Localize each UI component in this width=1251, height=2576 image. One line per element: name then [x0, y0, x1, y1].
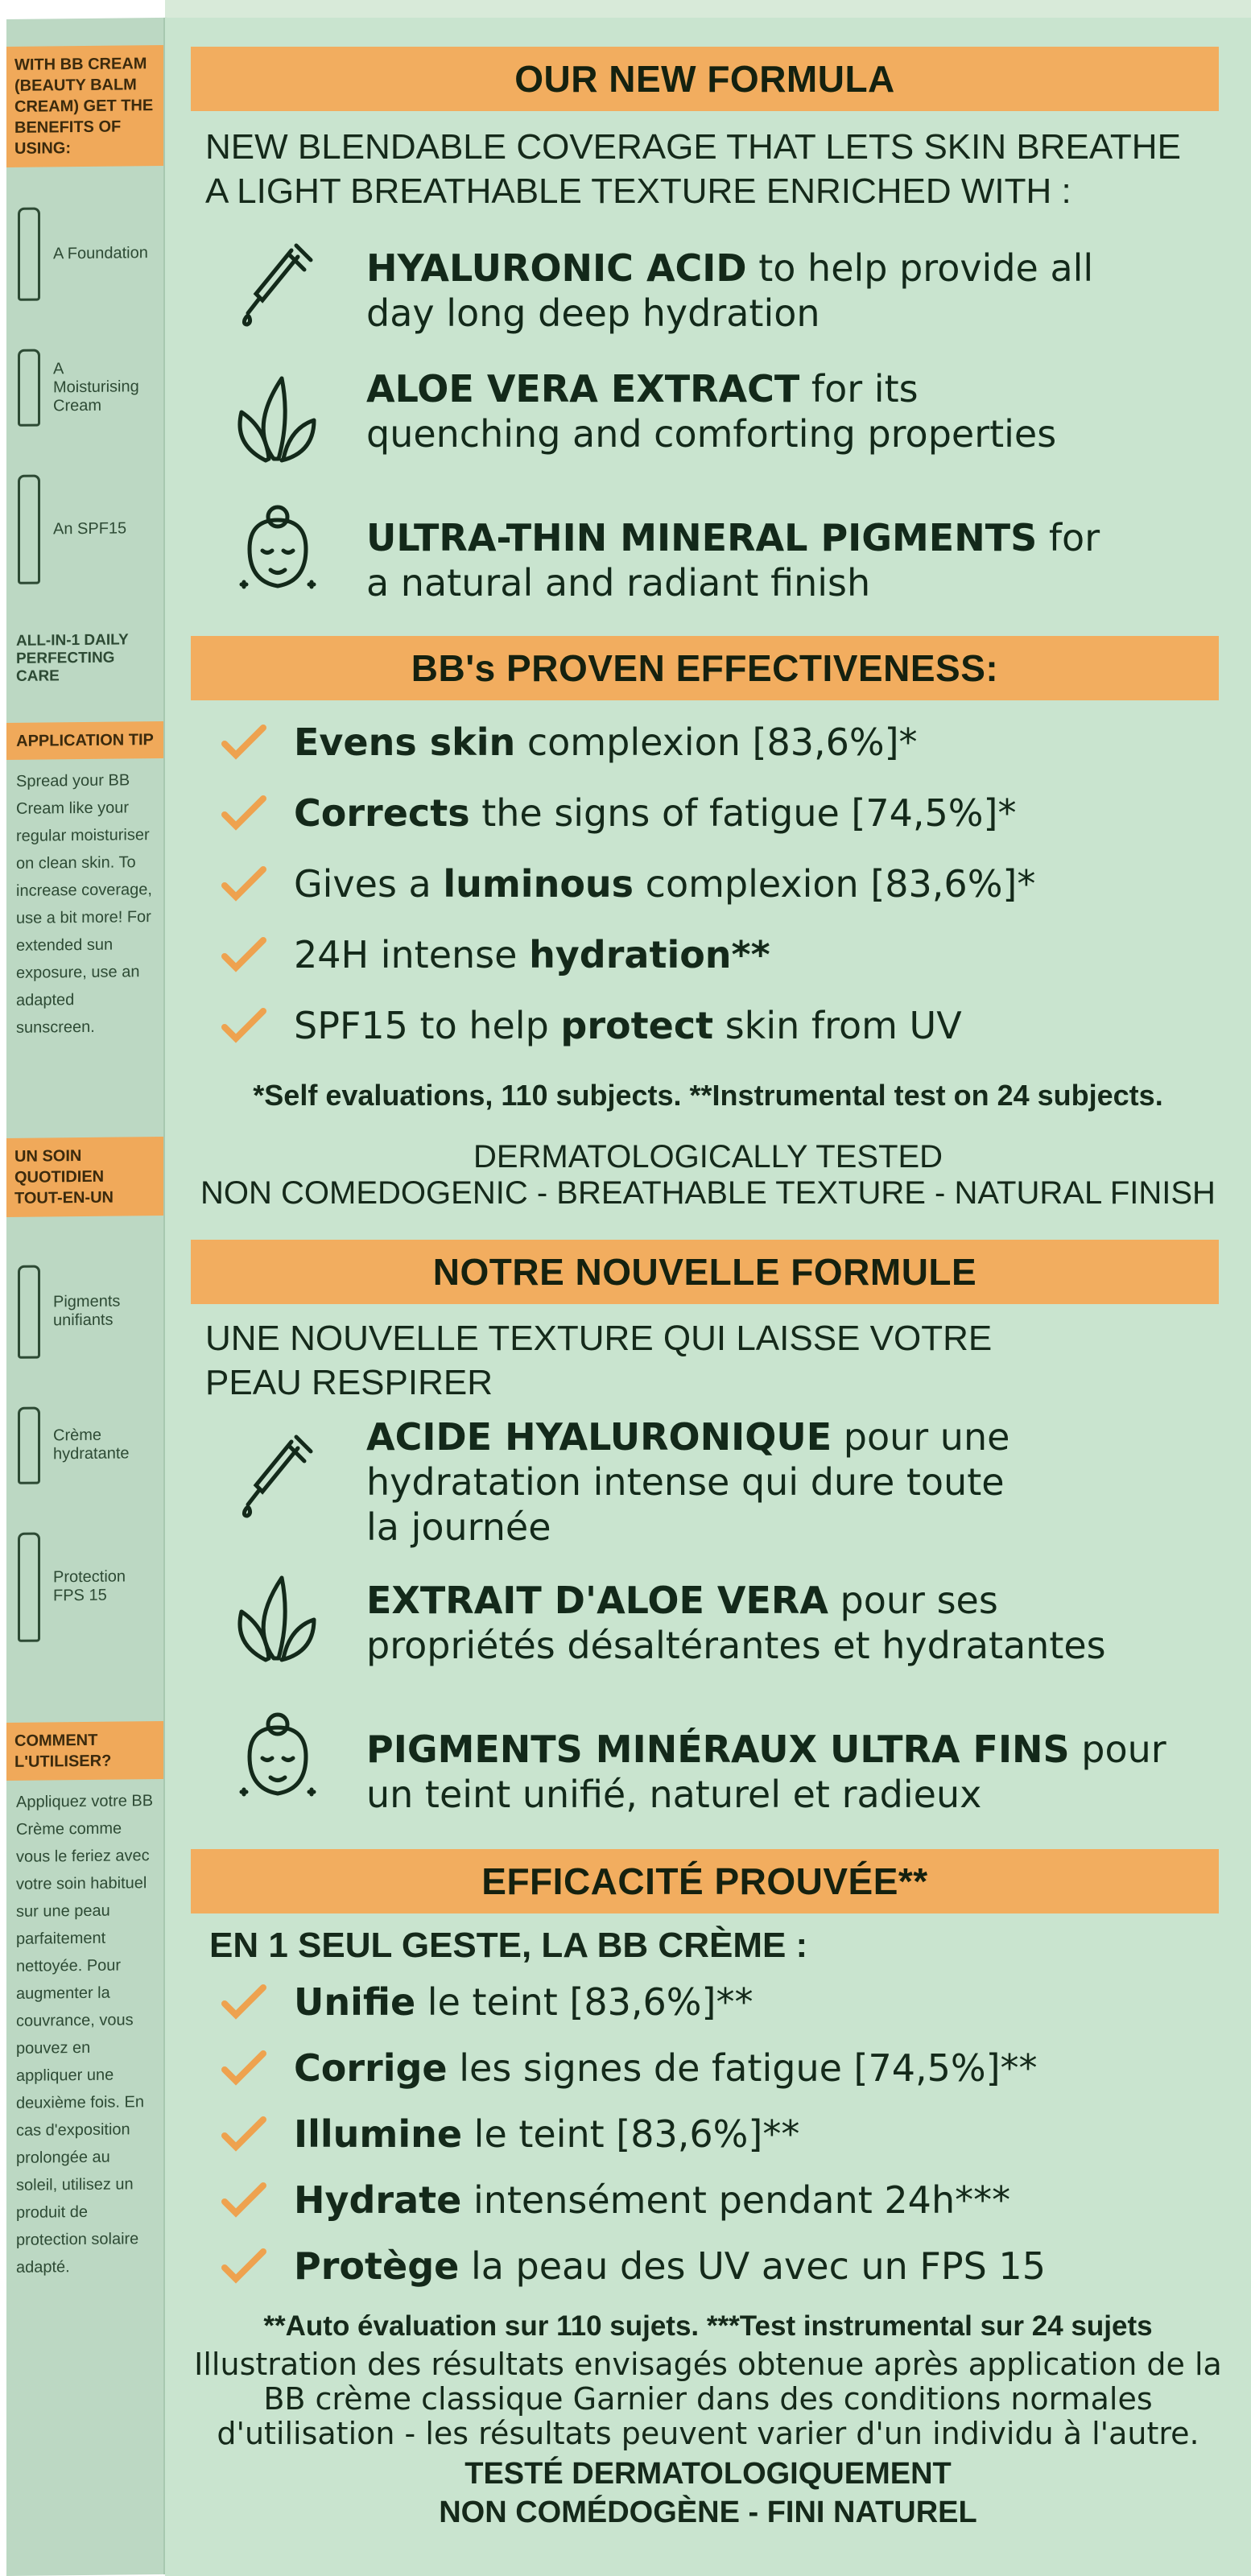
- fr-disclaimer-line-2: BB crème classique Garnier dans des conditions normales: [263, 2381, 1153, 2417]
- side-howto-title: COMMENT L'UTILISER?: [6, 1721, 163, 1781]
- check-icon: [221, 724, 266, 760]
- en-intro-line-1: NEW BLENDABLE COVERAGE THAT LETS SKIN BREATHE: [205, 127, 1181, 167]
- fr-footnote: **Auto évaluation sur 110 sujets. ***Test instrumental sur 24 sujets: [263, 2310, 1153, 2342]
- en-derm-line-2: NON COMEDOGENIC - BREATHABLE TEXTURE - NATURAL FINISH: [200, 1175, 1216, 1211]
- dropper-icon: [233, 1429, 322, 1525]
- en-claim-row: SPF15 to help protect skin from UV: [221, 1004, 962, 1047]
- jar-icon: [18, 1407, 40, 1484]
- side-product-foundation: A Foundation: [6, 166, 163, 325]
- en-claim-row: Evens skin complexion [83,6%]*: [221, 720, 918, 764]
- fr-effectiveness-banner: EFFICACITÉ PROUVÉE**: [191, 1849, 1219, 1913]
- side-panel: [6, 18, 167, 2576]
- side-product-creme: Crème hydratante: [6, 1381, 163, 1509]
- en-footnote: *Self evaluations, 110 subjects. **Instrumental test on 24 subjects.: [253, 1079, 1163, 1112]
- check-icon: [221, 2050, 266, 2086]
- fr-claim-row: Illumine le teint [83,6%]**: [221, 2112, 799, 2156]
- package-top-edge: [165, 0, 1251, 18]
- fr-intro-line-1: UNE NOUVELLE TEXTURE QUI LAISSE VOTRE: [205, 1319, 993, 1358]
- side-tip-title: APPLICATION TIP: [6, 721, 163, 760]
- side-product-pigments: Pigments unifiants: [6, 1216, 163, 1383]
- en-feature-hyaluronic: HYALURONIC ACID to help provide all day long deep hydration: [366, 246, 1094, 335]
- en-claim-row: Gives a luminous complexion [83,6%]*: [221, 862, 1035, 906]
- side-tagline: ALL-IN-1 DAILY PERFECTING CARE: [16, 631, 129, 685]
- fr-disclaimer-line-1: Illustration des résultats envisagés obtenue après application de la: [194, 2347, 1222, 2382]
- en-claim-row: 24H intense hydration**: [221, 933, 770, 976]
- tube-icon: [18, 1533, 40, 1642]
- check-icon: [221, 937, 266, 972]
- side-tip-text: Spread your BB Cream like your regular moisturiser on clean skin. To increase coverage, use a bit more! For extended sun exposure, use an adapted sunscreen.: [16, 771, 152, 1037]
- aloe-vera-icon: [233, 1570, 322, 1666]
- fr-claim-row: Protège la peau des UV avec un FPS 15: [221, 2244, 1046, 2288]
- tube-icon: [18, 475, 40, 584]
- fr-intro-line-2: PEAU RESPIRER: [205, 1363, 493, 1402]
- fr-feature-aloe: EXTRAIT D'ALOE VERA pour ses propriétés désaltérantes et hydratantes: [366, 1579, 1106, 1667]
- side-fr-banner: UN SOIN QUOTIDIEN TOUT-EN-UN: [6, 1137, 163, 1217]
- dropper-icon: [233, 237, 322, 334]
- fr-subtitle: EN 1 SEUL GESTE, LA BB CRÈME :: [209, 1926, 808, 1965]
- side-product-moisturiser: A Moisturising Cream: [6, 324, 163, 451]
- check-icon: [221, 2182, 266, 2218]
- fr-claim-row: Corrige les signes de fatigue [74,5%]**: [221, 2046, 1038, 2090]
- en-effectiveness-banner: BB's PROVEN EFFECTIVENESS:: [191, 636, 1219, 700]
- fr-claim-row: Unifie le teint [83,6%]**: [221, 1980, 753, 2024]
- side-product-fps: Protection FPS 15: [6, 1507, 163, 1666]
- fr-disclaimer-line-3: d'utilisation - les résultats peuvent varier d'un individu à l'autre.: [217, 2416, 1199, 2451]
- tube-icon: [18, 1265, 40, 1359]
- fr-feature-hyaluronic: ACIDE HYALURONIQUE pour une hydratation intense qui dure toute la journée: [366, 1415, 1010, 1549]
- side-product-spf: An SPF15: [6, 449, 163, 609]
- check-icon: [221, 866, 266, 902]
- check-icon: [221, 2116, 266, 2152]
- aloe-vera-icon: [233, 370, 322, 467]
- fr-formula-banner: NOTRE NOUVELLE FORMULE: [191, 1240, 1219, 1304]
- en-derm-line-1: DERMATOLOGICALLY TESTED: [473, 1139, 943, 1174]
- fr-derm-line-2: NON COMÉDOGÈNE - FINI NATUREL: [439, 2496, 977, 2529]
- side-top-banner: WITH BB CREAM (BEAUTY BALM CREAM) GET THE BENEFITS OF USING:: [6, 45, 163, 167]
- fr-claim-row: Hydrate intensément pendant 24h***: [221, 2178, 1010, 2222]
- check-icon: [221, 795, 266, 831]
- fr-derm-line-1: TESTÉ DERMATOLOGIQUEMENT: [464, 2457, 952, 2491]
- en-formula-banner: OUR NEW FORMULA: [191, 47, 1219, 111]
- en-intro-line-2: A LIGHT BREATHABLE TEXTURE ENRICHED WITH :: [205, 171, 1071, 211]
- fr-feature-pigments: PIGMENTS MINÉRAUX ULTRA FINS pour un teint unifié, naturel et radieux: [366, 1728, 1166, 1816]
- check-icon: [221, 1984, 266, 2020]
- tube-icon: [18, 208, 40, 301]
- en-claim-row: Corrects the signs of fatigue [74,5%]*: [221, 791, 1016, 835]
- en-feature-aloe: ALOE VERA EXTRACT for its quenching and comforting properties: [366, 367, 1057, 456]
- face-icon: [233, 499, 322, 596]
- jar-icon: [18, 349, 40, 427]
- face-icon: [233, 1707, 322, 1803]
- side-howto-text: Appliquez votre BB Crème comme vous le feriez avec votre soin habituel sur une peau parfaitement nettoyée. Pour augmenter la couvrance, vous pouvez en appliquer une deuxième fois. En cas d'exposition prolongée au soleil, utilisez un produit de protection solaire adapté.: [16, 1792, 154, 2277]
- en-feature-pigments: ULTRA-THIN MINERAL PIGMENTS for a natural and radiant finish: [366, 516, 1100, 605]
- check-icon: [221, 1008, 266, 1043]
- check-icon: [221, 2248, 266, 2284]
